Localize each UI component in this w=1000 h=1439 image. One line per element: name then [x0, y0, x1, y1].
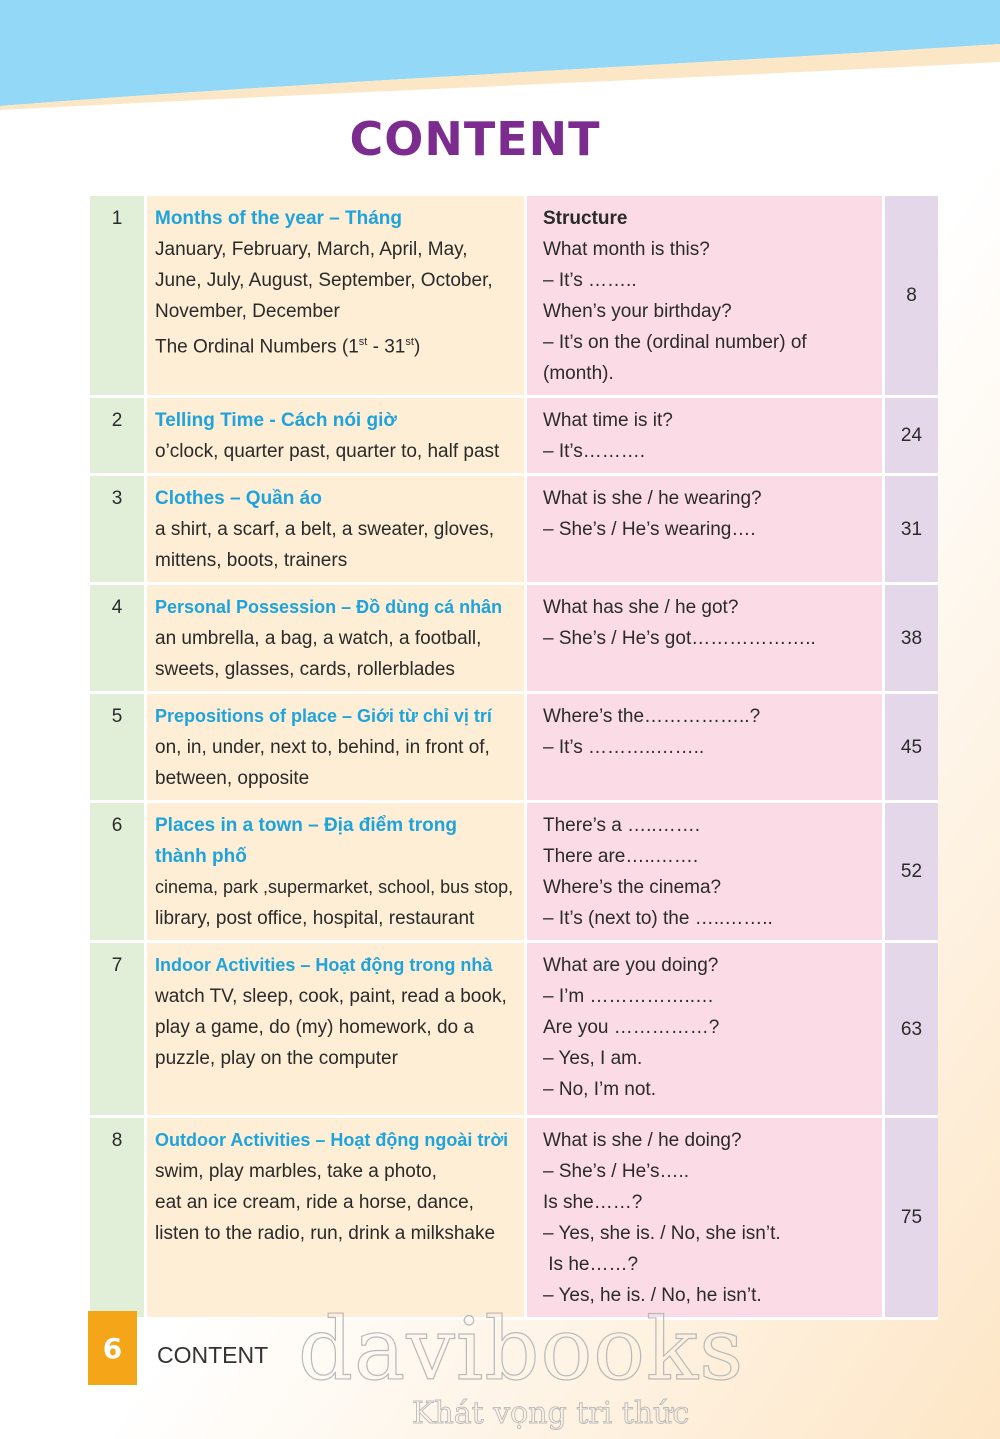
- topic-title[interactable]: Clothes – Quần áo: [155, 488, 322, 509]
- structure-line: Where’s the……………..?: [543, 706, 761, 727]
- structure-line: What month is this?: [543, 239, 710, 260]
- topic-title[interactable]: Telling Time - Cách nói giờ: [155, 410, 397, 431]
- vocab-line: eat an ice cream, ride a horse, dance,: [155, 1192, 474, 1213]
- page-number-cell[interactable]: 63: [885, 943, 938, 1118]
- structure-line: – I’m ……………..…: [543, 986, 715, 1007]
- vocabulary-cell: [147, 943, 527, 1118]
- row-number: 7: [90, 943, 147, 1118]
- page-number-cell[interactable]: 52: [885, 803, 938, 943]
- structure-line: – Yes, he is. / No, he isn’t.: [543, 1285, 762, 1306]
- vocab-line: cinema, park ,supermarket, school, bus stop,: [155, 877, 514, 897]
- structure-line: When’s your birthday?: [543, 301, 732, 322]
- vocabulary-cell: [147, 476, 527, 585]
- structure-line: – She’s / He’s…..: [543, 1161, 690, 1182]
- topic-title[interactable]: Indoor Activities – Hoạt động trong nhà: [155, 955, 493, 975]
- vocab-line: a shirt, a scarf, a belt, a sweater, gloves,: [155, 519, 494, 540]
- vocab-line: watch TV, sleep, cook, paint, read a book,: [155, 986, 507, 1007]
- vocab-line: between, opposite: [155, 768, 310, 789]
- structure-line: – It’s ……..: [543, 270, 637, 291]
- structure-line: – No, I’m not.: [543, 1079, 656, 1100]
- structure-cell: [527, 1118, 885, 1320]
- structure-cell: [527, 585, 885, 694]
- structure-line: – It’s ………..……..: [543, 737, 705, 758]
- vocabulary-cell: [147, 196, 527, 398]
- table-row: [90, 694, 938, 803]
- row-number: 3: [90, 476, 147, 585]
- page-number-cell[interactable]: 31: [885, 476, 938, 585]
- table-row: [90, 803, 938, 943]
- table-row: [90, 1118, 938, 1320]
- topic-title[interactable]: Months of the year – Tháng: [155, 208, 403, 229]
- vocab-line: November, December: [155, 301, 340, 322]
- structure-line: Is he……?: [543, 1254, 639, 1275]
- footer-section-label: CONTENT: [157, 1342, 269, 1368]
- table-row: [90, 585, 938, 694]
- structure-line: – Yes, she is. / No, she isn’t.: [543, 1223, 781, 1244]
- row-number: 2: [90, 398, 147, 476]
- row-number: 8: [90, 1118, 147, 1320]
- structure-heading: Structure: [543, 208, 628, 229]
- structure-line: – She’s / He’s wearing….: [543, 519, 756, 540]
- structure-cell: [527, 398, 885, 476]
- table-row: [90, 196, 938, 398]
- structure-cell: [527, 694, 885, 803]
- structure-cell: [527, 803, 885, 943]
- structure-line: There’s a …..…….: [543, 815, 700, 836]
- table-row: [90, 943, 938, 1118]
- structure-line: – It’s on the (ordinal number) of: [543, 332, 807, 353]
- structure-line: Where’s the cinema?: [543, 877, 722, 898]
- vocabulary-cell: [147, 398, 527, 476]
- vocab-line: play a game, do (my) homework, do a: [155, 1017, 474, 1038]
- vocab-line: sweets, glasses, cards, rollerblades: [155, 659, 455, 680]
- structure-line: – It’s……….: [543, 441, 646, 462]
- table-row: [90, 476, 938, 585]
- vocab-line: an umbrella, a bag, a watch, a football,: [155, 628, 482, 649]
- structure-line: Are you ……………?: [543, 1017, 720, 1038]
- structure-line: There are…..…….: [543, 846, 699, 867]
- ordinal-numbers-line: The Ordinal Numbers (1st - 31st): [155, 336, 421, 358]
- vocab-line: June, July, August, September, October,: [155, 270, 493, 291]
- structure-line: What has she / he got?: [543, 597, 739, 618]
- structure-line: (month).: [543, 363, 614, 384]
- page-number-cell[interactable]: 75: [885, 1118, 938, 1320]
- row-number: 6: [90, 803, 147, 943]
- structure-line: – Yes, I am.: [543, 1048, 643, 1069]
- row-number: 1: [90, 196, 147, 398]
- vocab-line: mittens, boots, trainers: [155, 550, 348, 571]
- contents-table: [90, 196, 938, 1320]
- structure-line: – It’s (next to) the …..……..: [543, 908, 773, 929]
- structure-cell: [527, 476, 885, 585]
- page-number-cell[interactable]: 24: [885, 398, 938, 476]
- vocab-line: library, post office, hospital, restaurant: [155, 908, 475, 929]
- structure-cell: [527, 943, 885, 1118]
- vocab-line: puzzle, play on the computer: [155, 1048, 398, 1069]
- page-number-cell[interactable]: 8: [885, 196, 938, 398]
- vocabulary-cell: [147, 585, 527, 694]
- vocab-line: o’clock, quarter past, quarter to, half past: [155, 441, 500, 462]
- vocabulary-cell: [147, 694, 527, 803]
- page-number-cell[interactable]: 45: [885, 694, 938, 803]
- page-title: CONTENT: [349, 112, 601, 166]
- vocabulary-cell: [147, 803, 527, 943]
- structure-line: Is she……?: [543, 1192, 643, 1213]
- topic-title[interactable]: Places in a town – Địa điểm trong thành phố: [155, 815, 457, 867]
- structure-line: What are you doing?: [543, 955, 719, 976]
- topic-title[interactable]: Prepositions of place – Giới từ chỉ vị trí: [155, 706, 492, 726]
- vocab-line: swim, play marbles, take a photo,: [155, 1161, 437, 1182]
- row-number: 5: [90, 694, 147, 803]
- structure-line: What is she / he doing?: [543, 1130, 742, 1151]
- page-number-cell[interactable]: 38: [885, 585, 938, 694]
- topic-title[interactable]: Outdoor Activities – Hoạt động ngoài trời: [155, 1130, 509, 1150]
- structure-line: What time is it?: [543, 410, 673, 431]
- page-number-badge: 6: [88, 1311, 137, 1385]
- vocab-line: January, February, March, April, May,: [155, 239, 468, 260]
- structure-line: – She’s / He’s got………………..: [543, 628, 816, 649]
- watermark-brand: davibooks: [298, 1300, 745, 1400]
- table-row: [90, 398, 938, 476]
- vocabulary-cell: [147, 1118, 527, 1320]
- vocab-line: listen to the radio, run, drink a milkshake: [155, 1223, 496, 1244]
- topic-title[interactable]: Personal Possession – Đồ dùng cá nhân: [155, 597, 503, 617]
- row-number: 4: [90, 585, 147, 694]
- structure-cell: [527, 196, 885, 398]
- structure-line: What is she / he wearing?: [543, 488, 762, 509]
- vocab-line: on, in, under, next to, behind, in front of,: [155, 737, 490, 758]
- watermark-tagline: Khát vọng tri thức: [412, 1396, 690, 1431]
